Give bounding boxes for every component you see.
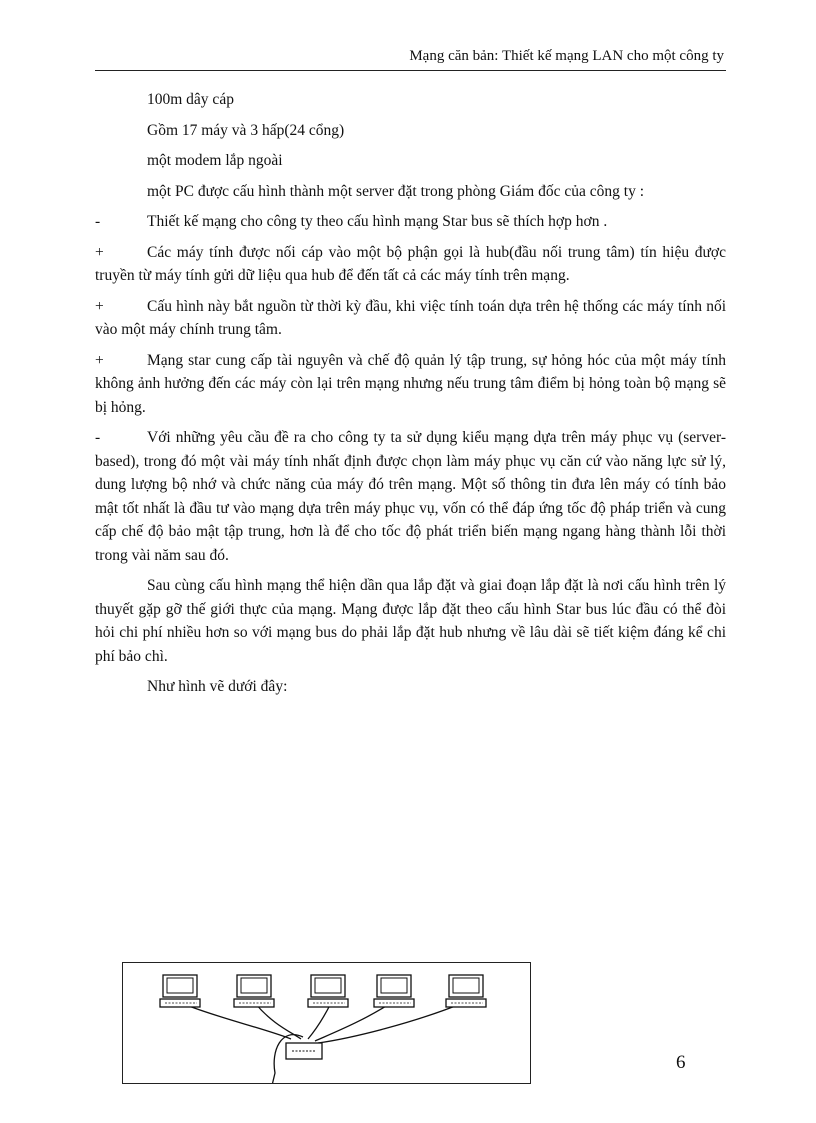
paragraph-text: Các máy tính được nối cáp vào một bộ phận gọi là hub(đầu nối trung tâm) tín hiệu được truyền từ máy tính gửi dữ liệu qua hub để đến tất cả các máy tính trên mạng. <box>95 243 726 284</box>
header-title: Mạng căn bản: Thiết kế mạng LAN cho một công ty <box>409 48 724 64</box>
paragraph <box>95 149 726 173</box>
computer-icon <box>234 975 274 1007</box>
bullet-marker: + <box>95 243 104 261</box>
paragraph <box>95 180 726 204</box>
cable <box>255 1003 301 1039</box>
paragraph-text: một PC được cấu hình thành một server đặt trong phòng Giám đốc của công ty : <box>147 182 644 200</box>
paragraph <box>95 675 726 699</box>
bullet-paragraph <box>95 349 726 420</box>
page-number: 6 <box>676 1052 686 1073</box>
star-bus-network-diagram <box>122 962 531 1084</box>
document-body <box>95 88 726 706</box>
paragraph-text: Cấu hình này bắt nguồn từ thời kỳ đầu, khi việc tính toán dựa trên hệ thống các máy tính nối vào một máy chính trung tâm. <box>95 297 726 338</box>
cable <box>181 1003 291 1039</box>
computer-icon <box>374 975 414 1007</box>
bullet-paragraph <box>95 426 726 567</box>
bullet-marker: + <box>95 351 104 369</box>
paragraph <box>95 119 726 143</box>
network-diagram-svg <box>123 963 530 1083</box>
paragraph <box>95 574 726 668</box>
paragraph-text: Thiết kế mạng cho công ty theo cấu hình mạng Star bus sẽ thích hợp hơn . <box>147 213 608 230</box>
bullet-paragraph <box>95 210 726 234</box>
paragraph-text: một modem lắp ngoài <box>147 152 283 169</box>
paragraph <box>95 88 726 112</box>
bullet-marker: - <box>95 213 101 230</box>
cable <box>315 1003 391 1041</box>
paragraph-text: Với những yêu cầu đề ra cho công ty ta sử dụng kiểu mạng dựa trên máy phục vụ (server-based), trong đó một vài máy tính nhất định được chọn làm máy phục vụ căn cứ vào năng lực sử lý, dung lượng bộ nhớ và chức năng của máy đó trên mạng. Một số thông tin đưa lên máy có tính bảo mật tốt nhất là đầu tư vào mạng dựa trên máy phục vụ, vốn có thể đáp ứng tốc độ pháp triển và cung cấp chế độ bảo mật tập trung, hơn là để cho tốc độ phát triển biến mạng ngang hàng thành lỗi thời trong vài năm sau đó. <box>95 429 726 564</box>
paragraph-text: 100m dây cáp <box>147 91 234 108</box>
computer-icon <box>308 975 348 1007</box>
bullet-marker: - <box>95 429 101 446</box>
computer-icon <box>446 975 486 1007</box>
cable <box>308 1003 331 1039</box>
hub-icon <box>286 1043 322 1059</box>
bullet-marker: + <box>95 297 104 315</box>
paragraph-text: Như hình vẽ dưới đây: <box>147 678 288 695</box>
page-header <box>95 38 726 71</box>
paragraph-text: Gồm 17 máy và 3 hấp(24 cổng) <box>147 121 345 139</box>
cable <box>318 1003 463 1043</box>
paragraph-text: Mạng star cung cấp tài nguyên và chế độ quản lý tập trung, sự hỏng hóc của một máy tính không ảnh hưởng đến các máy còn lại trên mạng nhưng nếu trung tâm điểm bị hỏng toàn bộ mạng sẽ bị hỏng. <box>95 351 726 416</box>
computer-icon <box>160 975 200 1007</box>
paragraph-text: Sau cùng cấu hình mạng thể hiện dần qua lắp đặt và giai đoạn lắp đặt là nơi cấu hình trên lý thuyết gặp gỡ thế giới thực của mạng. Mạng được lắp đặt theo cấu hình Star bus lúc đầu có thể đòi hỏi chi phí nhiều hơn so với mạng bus do phải lắp đặt hub nhưng về lâu dài sẽ tiết kiệm đáng kể chi phí bảo chì. <box>95 577 726 665</box>
bullet-paragraph <box>95 241 726 288</box>
bullet-paragraph <box>95 295 726 342</box>
